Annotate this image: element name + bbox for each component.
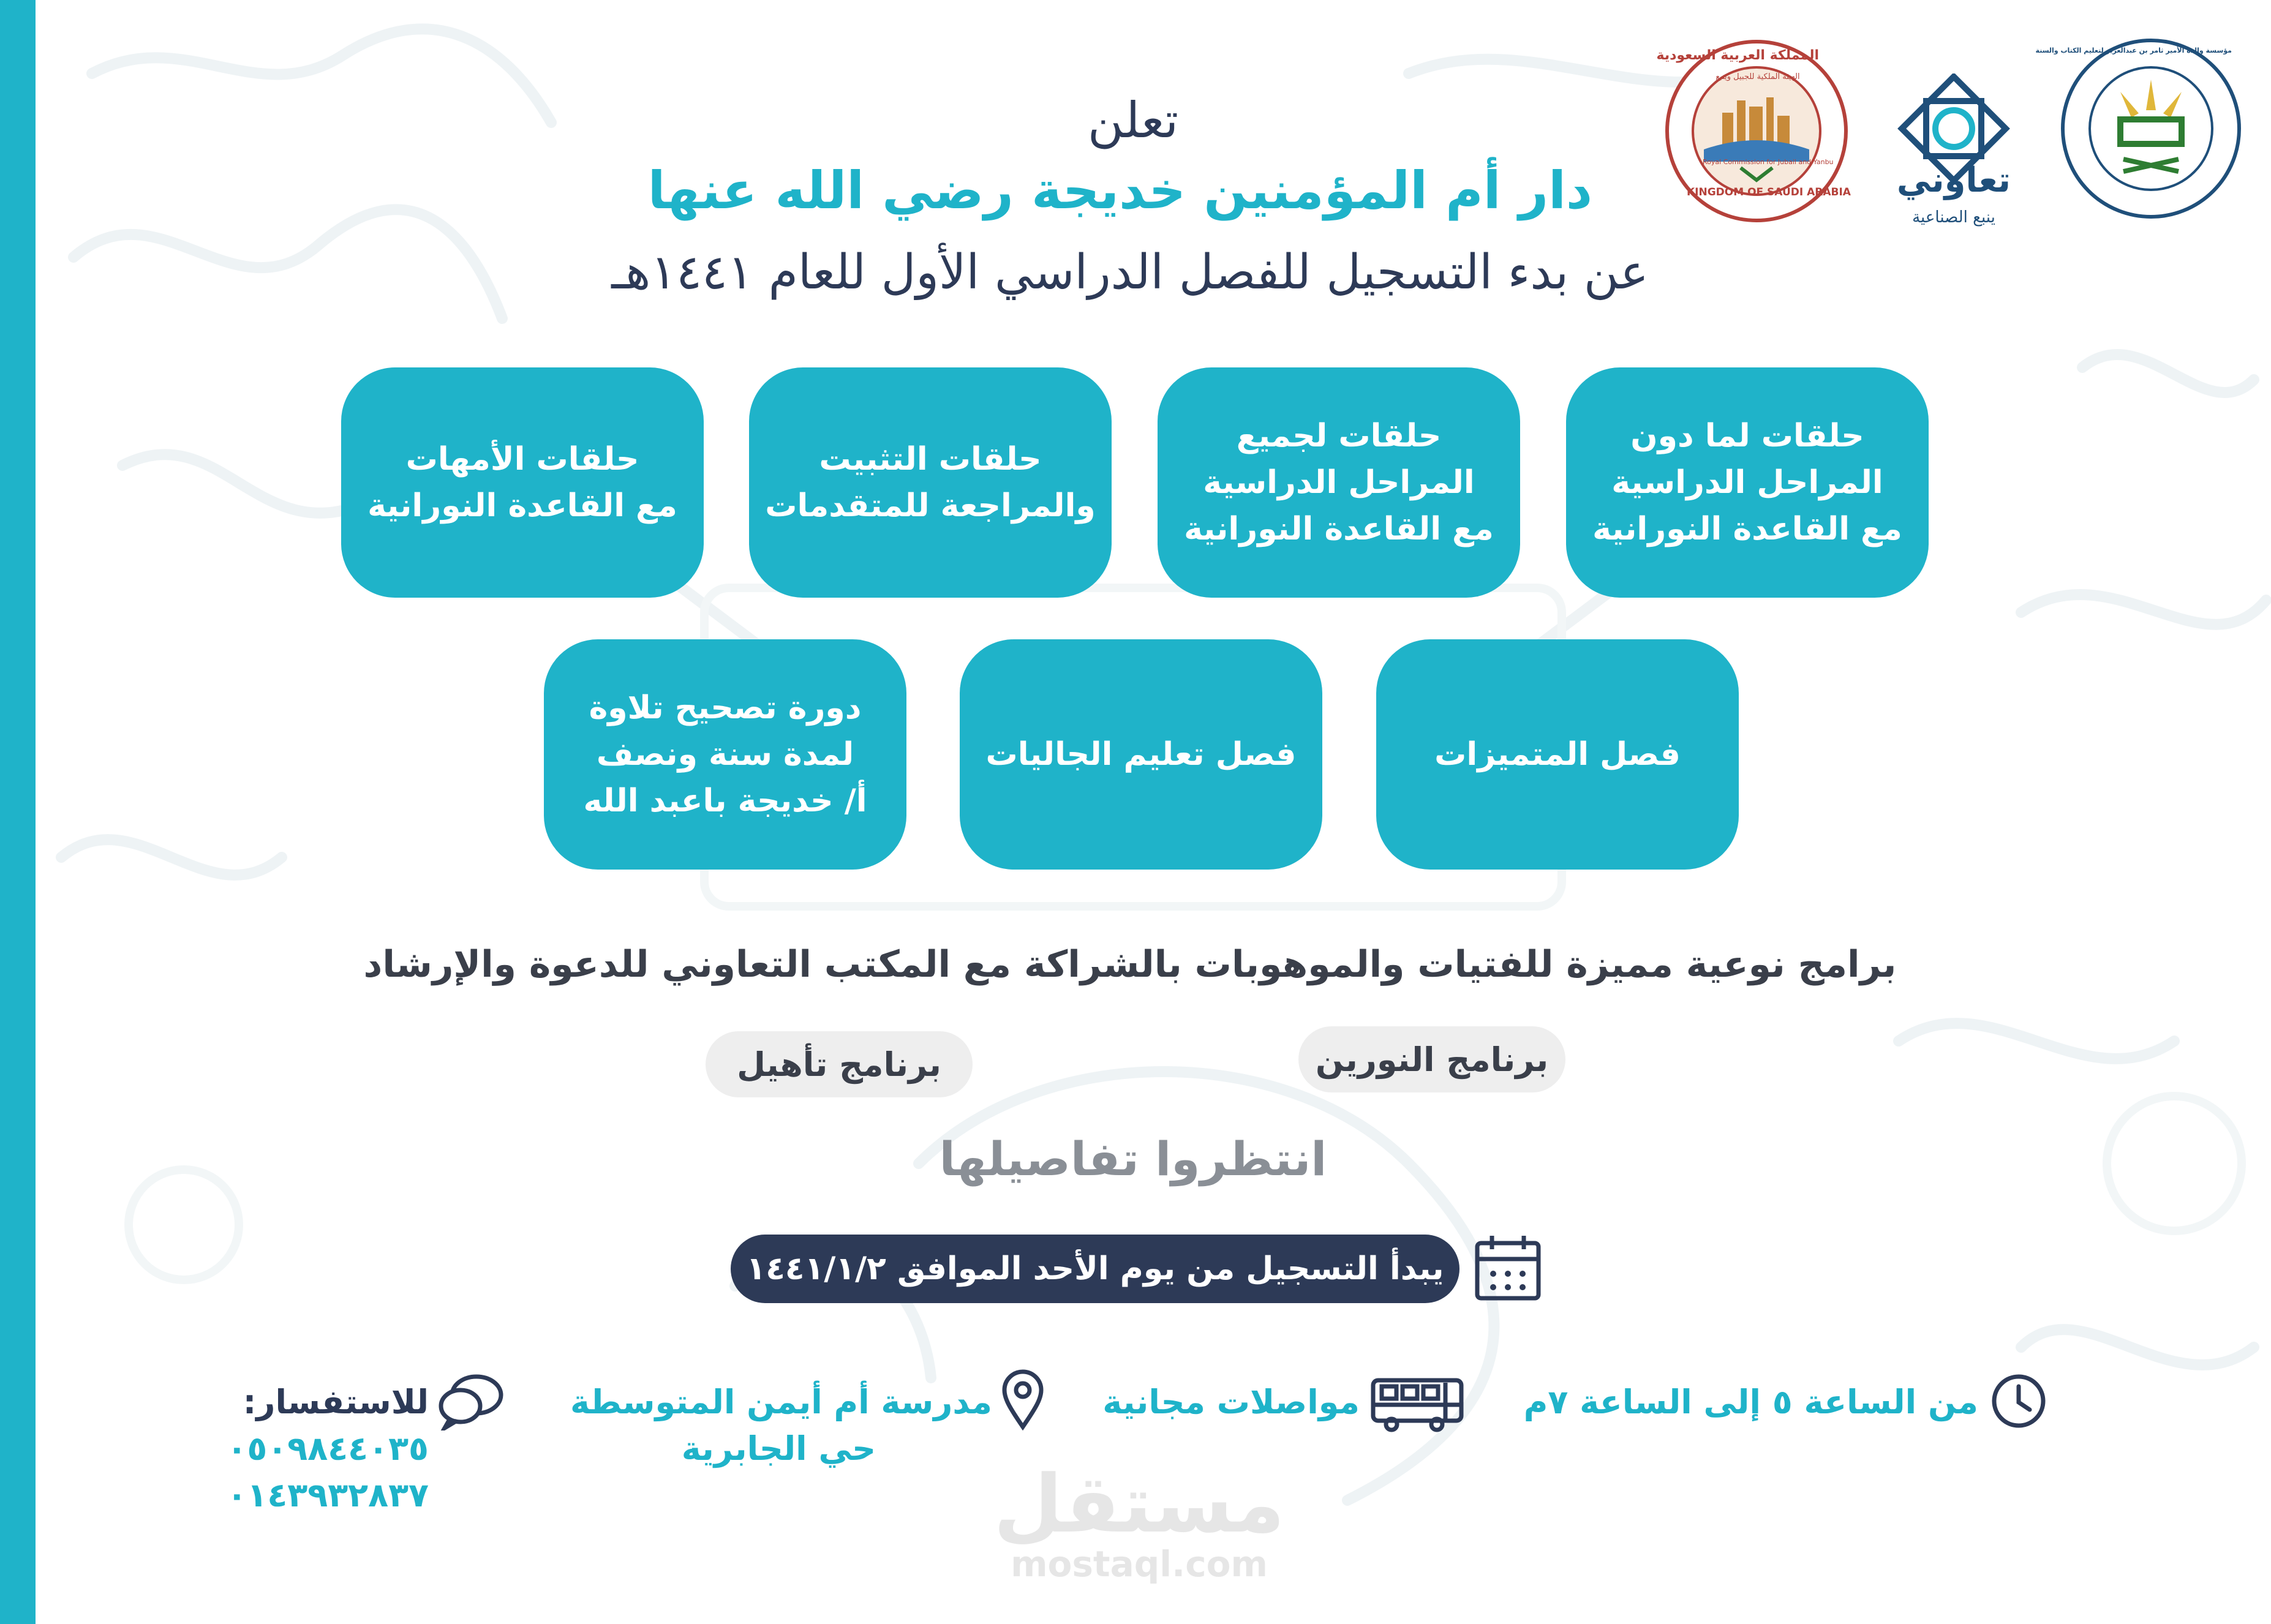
await-details-text: انتظروا تفاصيلها: [939, 1132, 1327, 1186]
side-accent-bar: [0, 0, 36, 1624]
registration-date-pill: يبدأ التسجيل من يوم الأحد الموافق ١٤٤١/١/٢: [731, 1235, 1459, 1303]
program-card-mothers: حلقات الأمهات مع القاعدة النورانية: [341, 367, 704, 598]
program-card-tilawa-course: دورة تصحيح تلاوة لمدة سنة ونصف أ/ خديجة باعبد الله: [544, 639, 906, 870]
location-pin-icon: [1001, 1369, 1045, 1430]
watermark-ar: مستقل: [993, 1457, 1285, 1551]
taawuni-tagline: ينبع الصناعية: [1912, 208, 1995, 227]
program-taheel-pill: برنامج تأهيل: [706, 1031, 973, 1097]
contact-phone-1: ٠٥٠٩٨٤٤٠٣٥: [227, 1429, 429, 1468]
program-card-communities: فصل تعليم الجاليات: [960, 639, 1322, 870]
contact-label: للاستفسار:: [243, 1383, 429, 1421]
announces-heading: تعلن: [1087, 92, 1179, 149]
organization-name: دار أم المؤمنين خديجة رضي الله عنها: [647, 160, 1592, 220]
foundation-seal: [2035, 37, 2243, 220]
program-card-all-stages: حلقات لجميع المراحل الدراسية مع القاعدة النورانية: [1158, 367, 1520, 598]
contact-phone-2: ٠١٤٣٩٣٢٨٣٧: [227, 1476, 429, 1514]
bus-icon: [1369, 1374, 1465, 1433]
foundation-seal-ring-text: مؤسسة والدة الأمير ثامر بن عبدالعزيز لتعليم الكتاب والسنة: [2035, 47, 2232, 55]
seal-ring-text-ar: المملكة العربية السعودية: [1656, 48, 1819, 63]
special-programs-text: برامج نوعية مميزة للفتيات والموهوبات بالشراكة مع المكتب التعاوني للدعوة والإرشاد: [363, 943, 1897, 986]
seal-inner-text-en: Royal Commission for Jubail and Yanbu: [1703, 158, 1834, 166]
location-line2: حي الجابرية: [681, 1429, 876, 1468]
seal-inner-text-ar: الهيئة الملكية للجبيل وينبع: [1715, 72, 1800, 81]
program-card-revision: حلقات التثبيت والمراجعة للمتقدمات: [749, 367, 1112, 598]
chat-icon: [436, 1372, 505, 1430]
clock-icon: [1989, 1372, 2048, 1430]
program-card-distinguished: فصل المتميزات: [1376, 639, 1739, 870]
program-nourain-pill: برنامج النورين: [1298, 1026, 1565, 1092]
watermark-en: mostaql.com: [1011, 1543, 1268, 1585]
calendar-icon: [1471, 1231, 1545, 1304]
seal-ring-text-en: KINGDOM OF SAUDI ARABIA: [1687, 186, 1851, 198]
transport-text: مواصلات مجانية: [1102, 1383, 1360, 1421]
location-line1: مدرسة أم أيمن المتوسطة: [570, 1383, 992, 1421]
time-text: من الساعة ٥ إلى الساعة ٧م: [1523, 1383, 1978, 1421]
registration-subtitle: عن بدء التسجيل للفصل الدراسي الأول للعام ١٤٤١هـ: [611, 245, 1649, 300]
taawuni-name: تعاوني: [1896, 160, 2011, 200]
program-card-below-school-age: حلقات لما دون المراحل الدراسية مع القاعدة النورانية: [1566, 367, 1929, 598]
